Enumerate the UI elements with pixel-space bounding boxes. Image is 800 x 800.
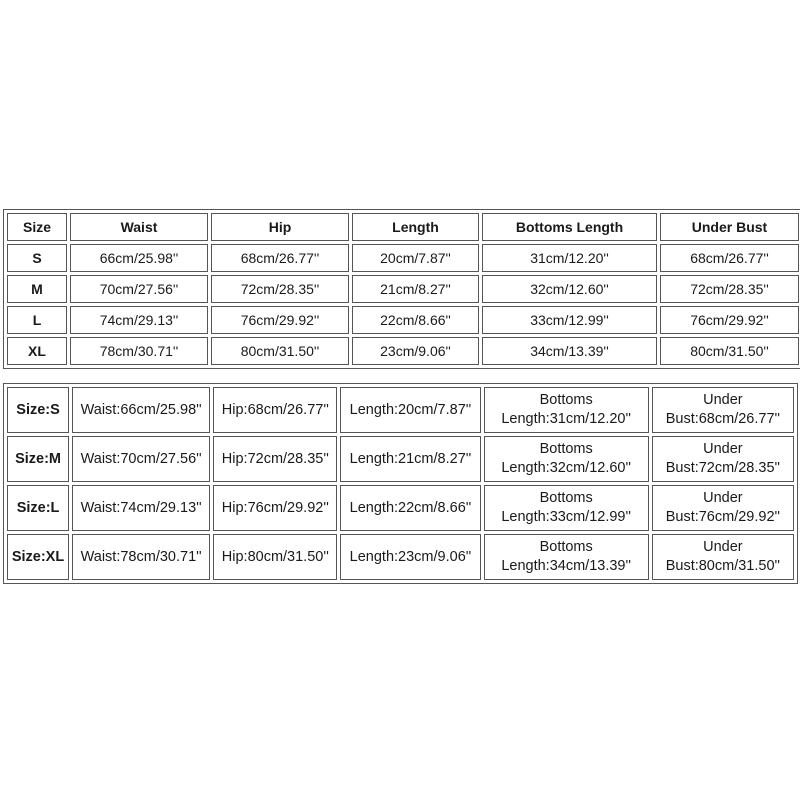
table-row (7, 275, 799, 303)
bottoms-length-cell: 31cm/12.20'' (482, 244, 657, 272)
table-row (7, 485, 794, 531)
bottoms-value: Length:34cm/13.39'' (501, 558, 632, 574)
hip-cell: Hip:76cm/29.92'' (213, 485, 337, 531)
hip-cell: 68cm/26.77'' (211, 244, 349, 272)
under-bust-label: Under (703, 392, 743, 408)
bottoms-length-cell (484, 534, 649, 580)
bottoms-label: Bottoms (539, 392, 593, 408)
under-bust-value: Bust:72cm/28.35'' (665, 460, 781, 476)
table-row (7, 244, 799, 272)
bottoms-label: Bottoms (539, 441, 593, 457)
under-bust-label: Under (703, 441, 743, 457)
size-cell: L (7, 306, 67, 334)
hip-cell: 76cm/29.92'' (211, 306, 349, 334)
size-chart-table (3, 209, 800, 369)
waist-cell: 66cm/25.98'' (70, 244, 208, 272)
bottoms-value: Length:33cm/12.99'' (501, 509, 632, 525)
waist-cell: Waist:66cm/25.98'' (72, 387, 210, 433)
header-size: Size (7, 213, 67, 241)
header-under-bust: Under Bust (660, 213, 799, 241)
under-bust-cell (652, 436, 794, 482)
waist-cell: 70cm/27.56'' (70, 275, 208, 303)
length-cell: 23cm/9.06'' (352, 337, 479, 365)
table-header-row (7, 213, 799, 241)
bottoms-length-cell: 32cm/12.60'' (482, 275, 657, 303)
size-cell: Size:M (7, 436, 69, 482)
waist-cell: Waist:74cm/29.13'' (72, 485, 210, 531)
header-hip: Hip (211, 213, 349, 241)
bottoms-label: Bottoms (539, 539, 593, 555)
table-row (7, 337, 799, 365)
length-cell: Length:20cm/7.87'' (340, 387, 480, 433)
length-cell: Length:21cm/8.27'' (340, 436, 480, 482)
length-cell: Length:22cm/8.66'' (340, 485, 480, 531)
size-cell: Size:S (7, 387, 69, 433)
under-bust-cell: 72cm/28.35'' (660, 275, 799, 303)
bottoms-length-cell (484, 387, 649, 433)
hip-cell: 80cm/31.50'' (211, 337, 349, 365)
under-bust-label: Under (703, 490, 743, 506)
under-bust-cell: 80cm/31.50'' (660, 337, 799, 365)
size-cell: Size:XL (7, 534, 69, 580)
waist-cell: 74cm/29.13'' (70, 306, 208, 334)
waist-cell: Waist:78cm/30.71'' (72, 534, 210, 580)
hip-cell: Hip:80cm/31.50'' (213, 534, 337, 580)
hip-cell: Hip:68cm/26.77'' (213, 387, 337, 433)
size-cell: S (7, 244, 67, 272)
length-cell: Length:23cm/9.06'' (340, 534, 480, 580)
length-cell: 22cm/8.66'' (352, 306, 479, 334)
length-cell: 20cm/7.87'' (352, 244, 479, 272)
bottoms-length-cell (484, 436, 649, 482)
waist-cell: Waist:70cm/27.56'' (72, 436, 210, 482)
table-row (7, 534, 794, 580)
under-bust-cell (652, 534, 794, 580)
hip-cell: Hip:72cm/28.35'' (213, 436, 337, 482)
under-bust-value: Bust:68cm/26.77'' (665, 411, 781, 427)
under-bust-cell: 76cm/29.92'' (660, 306, 799, 334)
bottoms-label: Bottoms (539, 490, 593, 506)
under-bust-cell: 68cm/26.77'' (660, 244, 799, 272)
bottoms-length-cell (484, 485, 649, 531)
header-length: Length (352, 213, 479, 241)
size-chart-labeled-table (3, 383, 798, 584)
size-cell: XL (7, 337, 67, 365)
bottoms-value: Length:31cm/12.20'' (501, 411, 632, 427)
bottoms-length-cell: 33cm/12.99'' (482, 306, 657, 334)
under-bust-value: Bust:80cm/31.50'' (665, 558, 781, 574)
header-bottoms-length: Bottoms Length (482, 213, 657, 241)
length-cell: 21cm/8.27'' (352, 275, 479, 303)
bottoms-value: Length:32cm/12.60'' (501, 460, 632, 476)
size-cell: Size:L (7, 485, 69, 531)
table-row (7, 306, 799, 334)
size-cell: M (7, 275, 67, 303)
table-row (7, 387, 794, 433)
hip-cell: 72cm/28.35'' (211, 275, 349, 303)
under-bust-cell (652, 387, 794, 433)
header-waist: Waist (70, 213, 208, 241)
table-row (7, 436, 794, 482)
bottoms-length-cell: 34cm/13.39'' (482, 337, 657, 365)
under-bust-value: Bust:76cm/29.92'' (665, 509, 781, 525)
waist-cell: 78cm/30.71'' (70, 337, 208, 365)
under-bust-label: Under (703, 539, 743, 555)
under-bust-cell (652, 485, 794, 531)
